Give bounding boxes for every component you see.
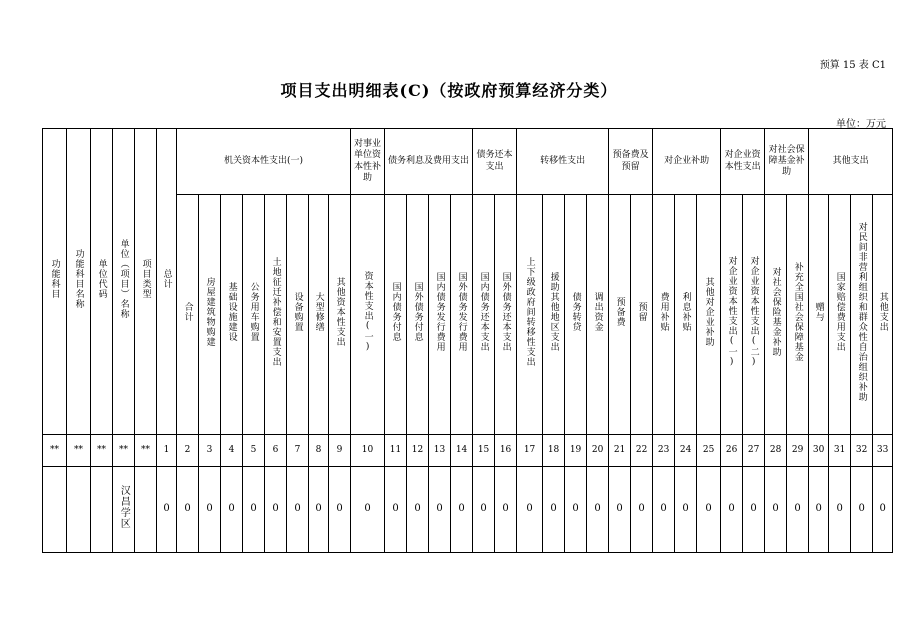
value-cell: 0: [743, 467, 765, 553]
value-cell: 0: [351, 467, 385, 553]
value-cell: 0: [199, 467, 221, 553]
sub-header-cell: 对民间非营利组织和群众性自治组织补助: [851, 195, 873, 435]
value-cell: 0: [177, 467, 199, 553]
value-cell: 0: [697, 467, 721, 553]
group-header: 对社会保障基金补助: [765, 129, 809, 195]
unit-label: 单位：万元: [836, 119, 886, 130]
sub-header-cell: 其他对企业补助: [697, 195, 721, 435]
index-cell: 30: [809, 435, 829, 467]
value-cell: 0: [429, 467, 451, 553]
header-total: 总计: [157, 129, 177, 435]
group-header: 预备费及预留: [609, 129, 653, 195]
value-cell: 0: [473, 467, 495, 553]
index-cell: 7: [287, 435, 309, 467]
value-cell: 0: [765, 467, 787, 553]
sub-header-cell: 房屋建筑物购建: [199, 195, 221, 435]
index-cell: 13: [429, 435, 451, 467]
sub-header-cell: 其他资本性支出: [329, 195, 351, 435]
index-cell: 6: [265, 435, 287, 467]
cell-func-name: [67, 467, 91, 553]
cell-unit-name: 汉昌学区: [113, 467, 135, 553]
header-proj-type: 项目类型: [135, 129, 157, 435]
group-header: 对事业单位资本性补助: [351, 129, 385, 195]
index-cell: 26: [721, 435, 743, 467]
index-cell: **: [91, 435, 113, 467]
index-cell: 17: [517, 435, 543, 467]
index-cell: 5: [243, 435, 265, 467]
group-header: 对企业资本性支出: [721, 129, 765, 195]
sub-header-cell: 上下级政府间转移性支出: [517, 195, 543, 435]
value-cell: 0: [587, 467, 609, 553]
index-cell: 18: [543, 435, 565, 467]
index-cell: 22: [631, 435, 653, 467]
index-cell: 33: [873, 435, 893, 467]
sub-header-cell: 对社会保险基金补助: [765, 195, 787, 435]
value-cell: 0: [157, 467, 177, 553]
value-cell: 0: [631, 467, 653, 553]
table-row: [43, 467, 893, 553]
value-cell: 0: [851, 467, 873, 553]
page-title: 项目支出明细表(C)（按政府预算经济分类）: [280, 81, 618, 100]
value-cell: 0: [653, 467, 675, 553]
value-cell: 0: [495, 467, 517, 553]
sub-header-cell: 其他支出: [873, 195, 893, 435]
sub-header-cell: 赠与: [809, 195, 829, 435]
index-cell: 11: [385, 435, 407, 467]
value-cell: 0: [829, 467, 851, 553]
index-cell: **: [135, 435, 157, 467]
value-cell: 0: [787, 467, 809, 553]
group-header: 其他支出: [809, 129, 893, 195]
header-unit-name: 单位（项目）名称: [113, 129, 135, 435]
index-cell: 23: [653, 435, 675, 467]
sub-header-cell: 大型修缮: [309, 195, 329, 435]
index-cell: 25: [697, 435, 721, 467]
index-cell: 14: [451, 435, 473, 467]
sub-header-cell: 土地征迁补偿和安置支出: [265, 195, 287, 435]
sub-header-cell: 对企业资本性支出(一): [721, 195, 743, 435]
index-cell: 21: [609, 435, 631, 467]
index-cell: 28: [765, 435, 787, 467]
sub-header-cell: 国内债务还本支出: [473, 195, 495, 435]
index-cell: 20: [587, 435, 609, 467]
sub-header-cell: 调出资金: [587, 195, 609, 435]
value-cell: 0: [309, 467, 329, 553]
sub-header-cell: 国外债务付息: [407, 195, 429, 435]
cell-proj-type: [135, 467, 157, 553]
sub-header-cell: 援助其他地区支出: [543, 195, 565, 435]
index-cell: 19: [565, 435, 587, 467]
index-cell: 15: [473, 435, 495, 467]
index-cell: 24: [675, 435, 697, 467]
group-header: 对企业补助: [653, 129, 721, 195]
index-cell: 32: [851, 435, 873, 467]
index-row: [43, 435, 893, 467]
index-cell: 2: [177, 435, 199, 467]
index-cell: 12: [407, 435, 429, 467]
expenditure-table: [42, 128, 893, 553]
value-cell: 0: [265, 467, 287, 553]
sub-header-cell: 国外债务还本支出: [495, 195, 517, 435]
value-cell: 0: [809, 467, 829, 553]
index-cell: 29: [787, 435, 809, 467]
cell-unit-code: [91, 467, 113, 553]
value-cell: 0: [543, 467, 565, 553]
sub-header-cell: 国内债务付息: [385, 195, 407, 435]
index-cell: 27: [743, 435, 765, 467]
value-cell: 0: [243, 467, 265, 553]
value-cell: 0: [329, 467, 351, 553]
header-func: 功能科目: [43, 129, 67, 435]
index-cell: **: [43, 435, 67, 467]
value-cell: 0: [721, 467, 743, 553]
index-cell: 9: [329, 435, 351, 467]
sub-header-cell: 设备购置: [287, 195, 309, 435]
index-cell: 1: [157, 435, 177, 467]
sub-header-cell: 预留: [631, 195, 653, 435]
sub-header-cell: 公务用车购置: [243, 195, 265, 435]
header-func-name: 功能科目名称: [67, 129, 91, 435]
cell-func: [43, 467, 67, 553]
value-cell: 0: [517, 467, 543, 553]
sub-header-cell: 补充全国社会保障基金: [787, 195, 809, 435]
sub-header-cell: 费用补贴: [653, 195, 675, 435]
sub-header-cell: 基础设施建设: [221, 195, 243, 435]
value-cell: 0: [287, 467, 309, 553]
sub-header-cell: 对企业资本性支出(二): [743, 195, 765, 435]
index-cell: 31: [829, 435, 851, 467]
group-header: 债务利息及费用支出: [385, 129, 473, 195]
value-cell: 0: [451, 467, 473, 553]
sub-header-cell: 预备费: [609, 195, 631, 435]
sub-header-cell: 利息补贴: [675, 195, 697, 435]
sub-header-cell: 国外债务发行费用: [451, 195, 473, 435]
index-cell: 8: [309, 435, 329, 467]
group-header: 转移性支出: [517, 129, 609, 195]
group-header: 债务还本支出: [473, 129, 517, 195]
sub-header-cell: 国内债务发行费用: [429, 195, 451, 435]
value-cell: 0: [873, 467, 893, 553]
value-cell: 0: [221, 467, 243, 553]
group-header-row: [43, 129, 893, 195]
index-cell: **: [113, 435, 135, 467]
sub-header-cell: 资本性支出(一): [351, 195, 385, 435]
value-cell: 0: [609, 467, 631, 553]
value-cell: 0: [565, 467, 587, 553]
index-cell: 3: [199, 435, 221, 467]
index-cell: 10: [351, 435, 385, 467]
index-cell: 4: [221, 435, 243, 467]
form-code: 预算 15 表 C1: [819, 60, 886, 71]
value-cell: 0: [385, 467, 407, 553]
index-cell: **: [67, 435, 91, 467]
sub-header-cell: 合计: [177, 195, 199, 435]
group-header: 机关资本性支出(一): [177, 129, 351, 195]
sub-header-cell: 债务转贷: [565, 195, 587, 435]
value-cell: 0: [407, 467, 429, 553]
value-cell: 0: [675, 467, 697, 553]
sub-header-cell: 国家赔偿费用支出: [829, 195, 851, 435]
header-unit-code: 单位代码: [91, 129, 113, 435]
index-cell: 16: [495, 435, 517, 467]
